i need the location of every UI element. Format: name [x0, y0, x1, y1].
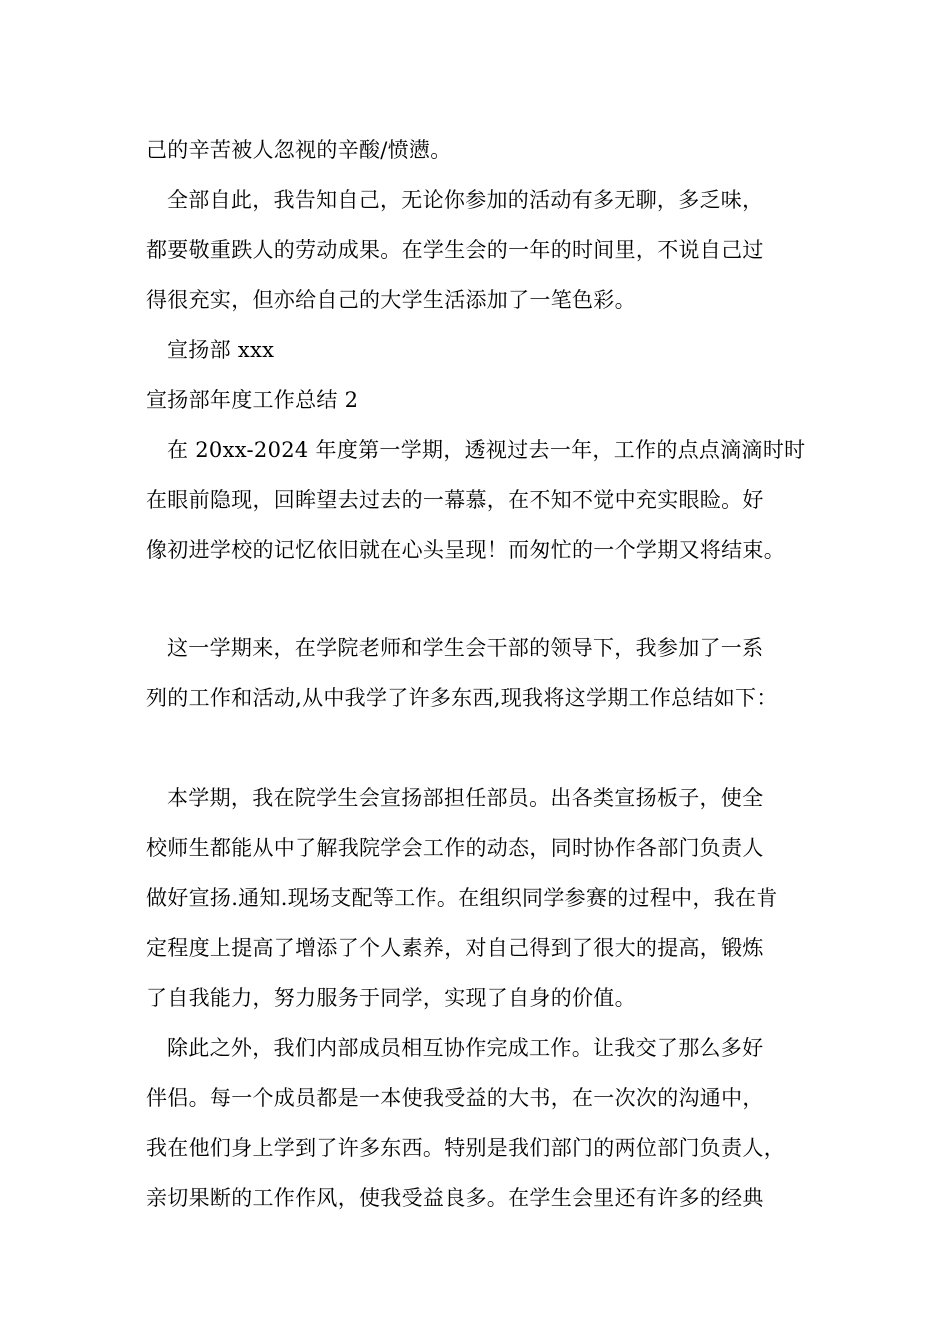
paragraph-line: 校师生都能从中了解我院学会工作的动态，同时协作各部门负责人 [146, 836, 764, 860]
paragraph-line: 在眼前隐现，回眸望去过去的一幕慕，在不知不觉中充实眼睑。好 [146, 488, 764, 512]
section-title: 宣扬部年度工作总结 2 [146, 388, 359, 412]
paragraph-line: 己的辛苦被人忽视的辛酸/愤懑。 [146, 138, 452, 162]
paragraph-line: 像初进学校的记忆依旧就在心头呈现！而匆忙的一个学期又将结束。 [146, 538, 785, 562]
paragraph-line: 全部自此，我告知自己，无论你参加的活动有多无聊，多乏味， [167, 188, 764, 212]
paragraph-line: 亲切果断的工作作风，使我受益良多。在学生会里还有许多的经典 [146, 1186, 764, 1210]
paragraph-line: 都要敬重跌人的劳动成果。在学生会的一年的时间里，不说自己过 [146, 238, 764, 262]
paragraph-line: 本学期，我在院学生会宣扬部担任部员。出各类宣扬板子，使全 [167, 786, 764, 810]
paragraph-line: 定程度上提高了增添了个人素养，对自己得到了很大的提高，锻炼 [146, 936, 764, 960]
paragraph-line: 伴侣。每一个成员都是一本使我受益的大书，在一次次的沟通中， [146, 1086, 764, 1110]
paragraph-line: 了自我能力，努力服务于同学，实现了自身的价值。 [146, 986, 636, 1010]
paragraph-line: 除此之外，我们内部成员相互协作完成工作。让我交了那么多好 [167, 1036, 764, 1060]
paragraph-line: 我在他们身上学到了许多东西。特别是我们部门的两位部门负责人， [146, 1136, 785, 1160]
signature-line: 宣扬部 xxx [167, 338, 275, 362]
paragraph-line: 这一学期来，在学院老师和学生会干部的领导下，我参加了一系 [167, 636, 764, 660]
paragraph-line: 得很充实，但亦给自己的大学生活添加了一笔色彩。 [146, 288, 636, 312]
paragraph-line: 在 20xx-2024 年度第一学期，透视过去一年，工作的点点滴滴时时 [167, 438, 806, 462]
paragraph-line: 做好宣扬.通知.现场支配等工作。在组织同学参赛的过程中，我在肯 [146, 886, 778, 910]
paragraph-line: 列的工作和活动,从中我学了许多东西,现我将这学期工作总结如下： [146, 686, 778, 710]
